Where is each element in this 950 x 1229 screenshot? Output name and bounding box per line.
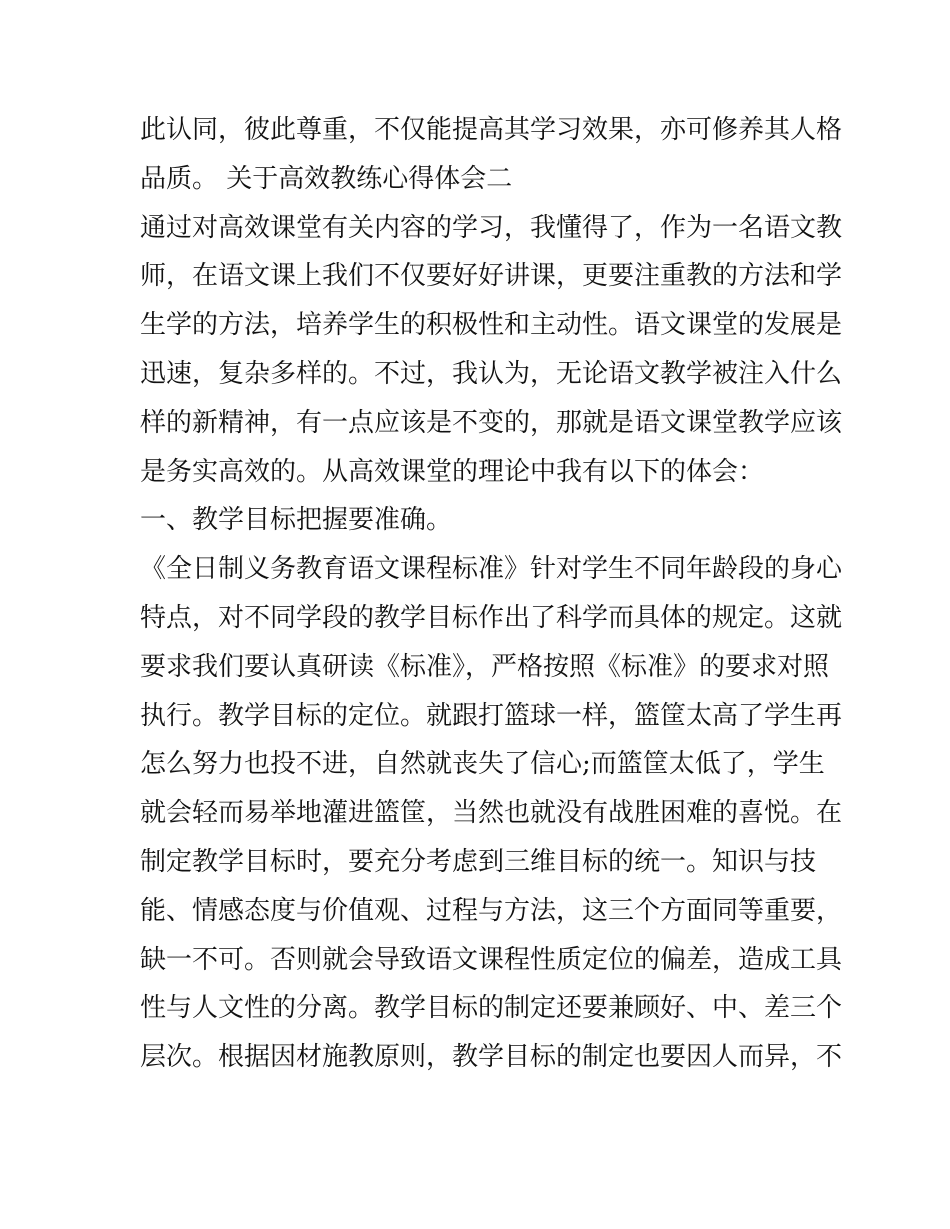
- text-line: 执行。教学目标的定位。就跟打篮球一样，篮筐太高了学生再: [140, 700, 843, 731]
- text-line: 特点，对不同学段的教学目标作出了科学而具体的规定。这就: [140, 602, 843, 633]
- text-line: 要求我们要认真研读《标准》，严格按照《标准》的要求对照: [140, 651, 830, 682]
- text-line: 《全日制义务教育语文课程标准》针对学生不同年龄段的身心: [140, 554, 843, 585]
- text-line: 制定教学目标时，要充分考虑到三维目标的统一。知识与技: [140, 846, 817, 877]
- section-heading: 一、教学目标把握要准确。: [140, 505, 453, 536]
- text-line: 是务实高效的。从高效课堂的理论中我有以下的体会：: [140, 456, 765, 487]
- text-line: 怎么努力也投不进，自然就丧失了信心;而篮筐太低了，学生: [140, 749, 825, 780]
- text-line: 就会轻而易举地灌进篮筐，当然也就没有战胜困难的喜悦。在: [140, 798, 843, 829]
- text-line: 层次。根据因材施教原则，教学目标的制定也要因人而异，不: [140, 1042, 843, 1073]
- body-text: [140, 106, 843, 1082]
- text-line: 样的新精神，有一点应该是不变的，那就是语文课堂教学应该: [140, 407, 843, 438]
- text-line: 通过对高效课堂有关内容的学习，我懂得了，作为一名语文教: [140, 212, 843, 243]
- text-line: 品质。 关于高效教练心得体会二: [140, 163, 513, 194]
- text-line: 性与人文性的分离。教学目标的制定还要兼顾好、中、差三个: [140, 993, 843, 1024]
- text-line: 生学的方法，培养学生的积极性和主动性。语文课堂的发展是: [140, 310, 843, 341]
- text-line: 缺一不可。否则就会导致语文课程性质定位的偏差，造成工具: [140, 944, 843, 975]
- text-line: 迅速，复杂多样的。不过，我认为，无论语文教学被注入什么: [140, 358, 843, 389]
- text-line: 能、情感态度与价值观、过程与方法，这三个方面同等重要，: [140, 895, 843, 926]
- text-line: 此认同，彼此尊重，不仅能提高其学习效果，亦可修养其人格: [140, 115, 843, 145]
- text-line: 师，在语文课上我们不仅要好好讲课，更要注重教的方法和学: [140, 261, 843, 292]
